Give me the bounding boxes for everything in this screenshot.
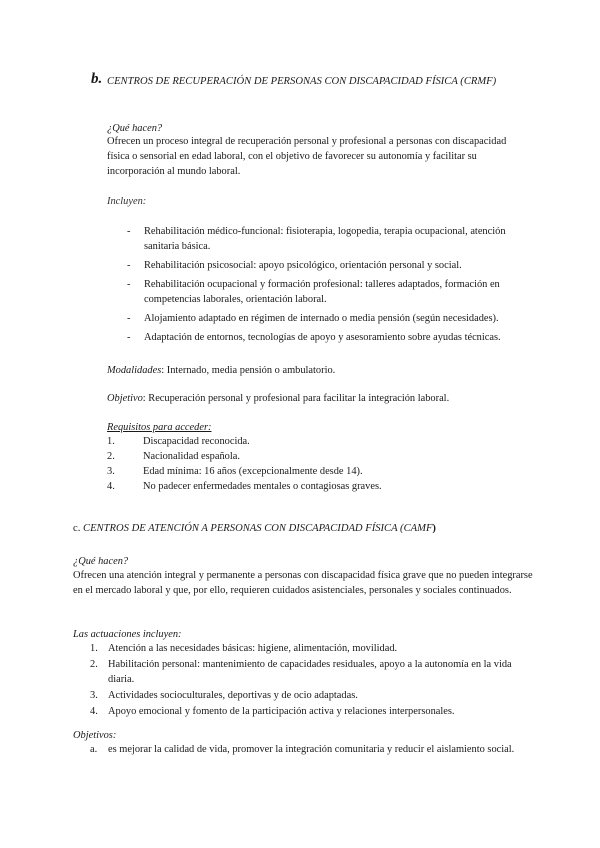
section-c-letter: c. <box>73 523 81 534</box>
list-item-text: Rehabilitación médico-funcional: fisioterapia, logopedia, terapia ocupacional, atención sanitaria básica. <box>144 226 506 252</box>
list-item <box>127 258 532 273</box>
list-number: 4. <box>107 481 115 492</box>
list-dash: - <box>127 332 131 343</box>
list-item <box>127 311 532 326</box>
section-c-title-text: CENTROS DE ATENCIÓN A PERSONAS CON DISCAPACIDAD FÍSICA (CAMF <box>83 523 433 534</box>
section-c-title-close: ) <box>432 523 436 534</box>
list-dash: - <box>127 226 131 237</box>
modalities-text: : Internado, media pensión o ambulatorio. <box>161 365 336 376</box>
list-number: 2. <box>90 659 98 670</box>
modalities-label: Modalidades <box>107 365 162 376</box>
list-item-text: Atención a las necesidades básicas: higiene, alimentación, movilidad. <box>108 643 398 654</box>
section-c-title <box>73 523 436 534</box>
list-number: 1. <box>90 643 98 654</box>
list-dash: - <box>127 313 131 324</box>
section-b-includes-heading: Incluyen: <box>107 196 147 207</box>
section-b-question: ¿Qué hacen? <box>107 123 163 134</box>
list-item-text: Habilitación personal: mantenimiento de capacidades residuales, apoyo a la autonomía en la vida diaria. <box>108 659 512 685</box>
list-item-text: Rehabilitación ocupacional y formación profesional: talleres adaptados, formación en competencias laborales, orientación laboral. <box>144 279 500 305</box>
list-item-text: Adaptación de entornos, tecnologías de apoyo y asesoramiento sobre ayudas técnicas. <box>144 332 501 343</box>
list-number: 3. <box>107 466 115 477</box>
section-c-objectives-list <box>90 742 530 757</box>
list-number: 3. <box>90 690 98 701</box>
section-b-title: CENTROS DE RECUPERACIÓN DE PERSONAS CON DISCAPACIDAD FÍSICA (CRMF) <box>107 76 497 87</box>
section-c-question: ¿Qué hacen? <box>73 556 129 567</box>
list-item-text: es mejorar la calidad de vida, promover la integración comunitaria y reducir el aislamiento social. <box>108 744 515 755</box>
section-c-objectives-heading: Objetivos: <box>73 730 117 741</box>
list-item-text: Alojamiento adaptado en régimen de internado o media pensión (según necesidades). <box>144 313 499 324</box>
section-c-description: Ofrecen una atención integral y permanente a personas con discapacidad física grave que no pueden integrarse en el mercado laboral y que, por ello, requieren cuidados asistenciales, personales y sociales continuados. <box>73 570 533 596</box>
list-number: 1. <box>107 436 115 447</box>
objective-text: : Recuperación personal y profesional para facilitar la integración laboral. <box>142 393 450 404</box>
list-dash: - <box>127 260 131 271</box>
list-item-text: Apoyo emocional y fomento de la participación activa y relaciones interpersonales. <box>108 706 455 717</box>
list-item <box>127 224 532 254</box>
list-number: 2. <box>107 451 115 462</box>
list-number: a. <box>90 744 98 755</box>
list-item-text: Rehabilitación psicosocial: apoyo psicológico, orientación personal y social. <box>144 260 462 271</box>
objective-label: Objetivo <box>107 393 143 404</box>
section-c-actions-heading: Las actuaciones incluyen: <box>73 629 182 640</box>
section-b-requirements-heading: Requisitos para acceder: <box>107 422 212 433</box>
list-item <box>90 641 530 656</box>
section-b-description: Ofrecen un proceso integral de recuperación personal y profesional a personas con discapacidad física o sensorial en edad laboral, con el objetivo de favorecer su autonomía y facilitar su incorporación al mundo laboral. <box>107 136 507 177</box>
list-item <box>127 330 532 345</box>
list-item <box>90 688 530 703</box>
list-item <box>90 704 530 719</box>
list-item <box>107 434 507 449</box>
list-item <box>107 479 507 494</box>
list-item <box>107 464 507 479</box>
section-b-objective <box>107 391 449 406</box>
list-item-text: Nacionalidad española. <box>143 451 240 462</box>
list-item-text: Actividades socioculturales, deportivas y de ocio adaptadas. <box>108 690 358 701</box>
list-item <box>90 657 530 687</box>
list-dash: - <box>127 279 131 290</box>
list-item <box>127 277 532 307</box>
list-item-text: Edad mínima: 16 años (excepcionalmente desde 14). <box>143 466 363 477</box>
list-item-text: Discapacidad reconocida. <box>143 436 250 447</box>
section-b-includes-list <box>127 224 532 349</box>
list-item-text: No padecer enfermedades mentales o contagiosas graves. <box>143 481 382 492</box>
list-item <box>90 742 530 757</box>
section-c-actions-list <box>90 641 530 720</box>
section-b-letter: b. <box>91 71 103 87</box>
list-number: 4. <box>90 706 98 717</box>
list-item <box>107 449 507 464</box>
section-b-modalities <box>107 363 335 378</box>
section-b-requirements-list <box>107 434 507 494</box>
